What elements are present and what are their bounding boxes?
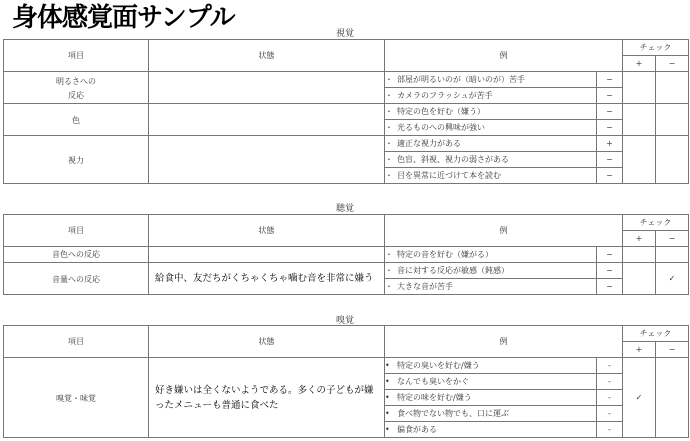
header-example: 例 xyxy=(385,326,623,358)
example-text: • なんでも臭いをかぐ xyxy=(385,374,597,390)
state-cell[interactable] xyxy=(149,72,385,104)
example-text: ・ 特定の色を好む（嫌う） xyxy=(385,104,597,120)
example-text: • 特定の臭いを好む/嫌う xyxy=(385,358,597,374)
header-minus: − xyxy=(656,56,689,72)
example-text: ・ 適正な視力がある xyxy=(385,136,597,152)
example-sign: - xyxy=(597,406,623,422)
state-cell[interactable] xyxy=(149,247,385,263)
header-plus: + xyxy=(623,342,656,358)
example-sign: - xyxy=(597,422,623,438)
check-minus[interactable] xyxy=(656,104,689,136)
example-text: ・ 部屋が明るいのが（暗いのが）苦手 xyxy=(385,72,597,88)
state-cell[interactable] xyxy=(149,104,385,136)
example-sign: + xyxy=(597,136,623,152)
item-cell: 音量への反応 xyxy=(4,263,149,295)
check-minus[interactable] xyxy=(656,247,689,263)
item-cell: 嗅覚・味覚 xyxy=(4,358,149,438)
section-title-vision: 視覚 xyxy=(335,29,354,39)
example-text: • 特定の味を好む/嫌う xyxy=(385,390,597,406)
header-plus: + xyxy=(623,231,656,247)
section-title-smell: 嗅覚 xyxy=(335,316,354,326)
item-cell: 明るさへの 反応 xyxy=(4,72,149,104)
section-title-hearing: 聴覚 xyxy=(335,204,354,214)
example-text: ・ 色盲、斜視、視力の弱さがある xyxy=(385,152,597,168)
header-example: 例 xyxy=(385,215,623,247)
header-check: チェック xyxy=(623,326,689,342)
example-sign: − xyxy=(597,152,623,168)
check-minus[interactable]: ✓ xyxy=(656,263,689,295)
example-text: • 偏食がある xyxy=(385,422,597,438)
example-sign: − xyxy=(597,279,623,295)
check-plus[interactable] xyxy=(623,72,656,104)
example-text: ・ カメラのフラッシュが苦手 xyxy=(385,88,597,104)
example-sign: - xyxy=(597,374,623,390)
check-plus[interactable]: ✓ xyxy=(623,358,656,438)
header-minus: − xyxy=(656,342,689,358)
header-state: 状態 xyxy=(149,215,385,247)
smell-table xyxy=(3,325,689,438)
header-item: 項目 xyxy=(4,215,149,247)
header-minus: − xyxy=(656,231,689,247)
state-cell[interactable] xyxy=(149,136,385,184)
state-cell[interactable]: 好き嫌いは全くないようである。多くの子どもが嫌ったメニューも普通に食べた xyxy=(149,358,385,438)
check-plus[interactable] xyxy=(623,247,656,263)
check-plus[interactable] xyxy=(623,263,656,295)
example-sign: − xyxy=(597,72,623,88)
example-sign: − xyxy=(597,247,623,263)
check-minus[interactable] xyxy=(656,136,689,184)
header-check: チェック xyxy=(623,215,689,231)
example-sign: - xyxy=(597,358,623,374)
header-state: 状態 xyxy=(149,40,385,72)
header-example: 例 xyxy=(385,40,623,72)
hearing-table xyxy=(3,214,689,295)
header-plus: + xyxy=(623,56,656,72)
header-item: 項目 xyxy=(4,40,149,72)
item-cell: 色 xyxy=(4,104,149,136)
state-cell[interactable]: 給食中、友だちがくちゃくちゃ噛む音を非常に嫌う xyxy=(149,263,385,295)
check-plus[interactable] xyxy=(623,104,656,136)
example-text: ・ 特定の音を好む（嫌がる） xyxy=(385,247,597,263)
example-sign: − xyxy=(597,104,623,120)
example-text: ・ 光るものへの興味が強い xyxy=(385,120,597,136)
example-text: ・ 大きな音が苦手 xyxy=(385,279,597,295)
example-text: ・ 目を異常に近づけて本を読む xyxy=(385,168,597,184)
item-cell: 音色への反応 xyxy=(4,247,149,263)
item-cell: 視力 xyxy=(4,136,149,184)
example-sign: − xyxy=(597,120,623,136)
example-sign: − xyxy=(597,263,623,279)
example-sign: − xyxy=(597,88,623,104)
header-item: 項目 xyxy=(4,326,149,358)
vision-table xyxy=(3,39,689,184)
page-title: 身体感覚面サンプル xyxy=(12,3,235,33)
example-sign: − xyxy=(597,168,623,184)
header-check: チェック xyxy=(623,40,689,56)
example-sign: - xyxy=(597,390,623,406)
example-text: • 食べ物でない物でも、口に運ぶ xyxy=(385,406,597,422)
example-text: ・ 音に対する反応が敏感（鈍感） xyxy=(385,263,597,279)
check-plus[interactable] xyxy=(623,136,656,184)
check-minus[interactable] xyxy=(656,72,689,104)
header-state: 状態 xyxy=(149,326,385,358)
check-minus[interactable] xyxy=(656,358,689,438)
